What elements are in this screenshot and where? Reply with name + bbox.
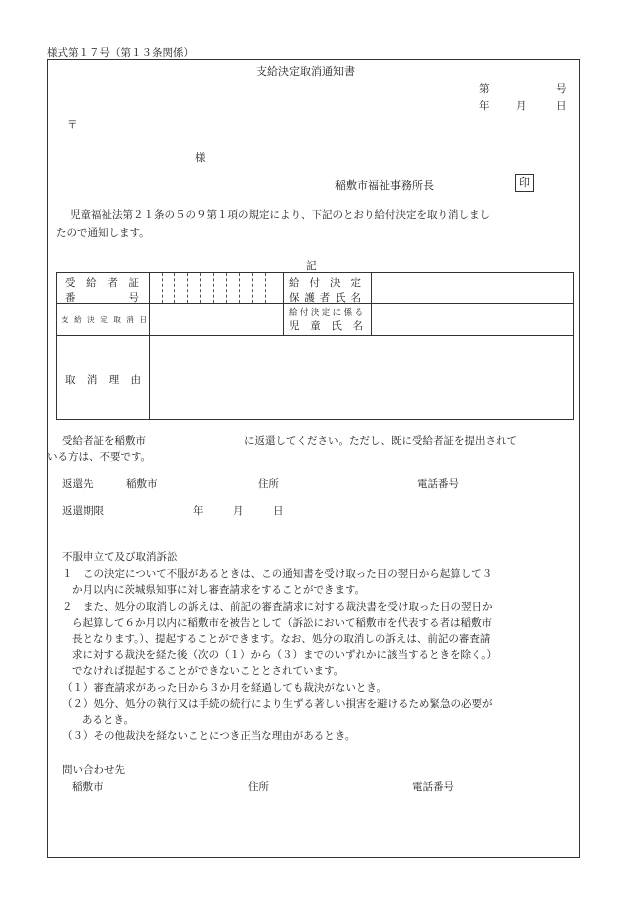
reason-label [65,372,141,387]
appeal-item1-line2: か月以内に茨城県知事に対し審査請求をすることができます。 [72,584,366,596]
body-line-2: たので通知します。 [56,227,150,239]
return-to-city: 稲敷市 [126,478,158,490]
appeal-heading: 不服申立て及び取消訴訟 [62,551,178,563]
appeal-item2-line2: ら起算して６か月以内に稲敷市を被告として（訴訟において稲敷市を代表する者は稲敷市 [72,617,492,629]
detail-table [56,272,574,420]
return-line1-part2: に返還してください。ただし、既に受給者証を提出されて [244,435,517,447]
deadline-label: 返還期限 [62,505,104,517]
table-row-divider [57,335,573,336]
child-label-line2: 児 童 氏 名 [289,320,363,332]
postal-mark: 〒 [67,119,78,131]
child-label-line1: 給付決定に係る [289,308,363,318]
contact-phone-label: 電話番号 [412,781,454,793]
child-name-label [289,306,363,333]
appeal-sub1: （１）審査請求があった日から３か月を経過しても裁決がないとき。 [62,682,387,694]
date-year-label: 年 [479,100,490,112]
guardian-label-line2: 保護者氏名 [289,292,361,304]
number-prefix: 第 [479,83,490,95]
deadline-day: 日 [273,505,284,517]
contact-address-label: 住所 [248,781,269,793]
number-suffix: 号 [556,83,567,95]
cancel-date-label [61,314,147,325]
table-column-divider [149,273,150,419]
digit-divider [213,273,214,303]
seal-box: 印 [515,174,534,192]
appeal-item2-line4: 求に対する裁決を経た後（次の（１）から（３）までのいずれかに該当するときを除く。） [72,649,498,661]
cert-number-label [65,275,139,305]
ki-label: 記 [306,260,317,272]
deadline-year: 年 [193,505,204,517]
guardian-name-label [289,275,361,305]
cert-number-label-line2: 番 号 [65,292,139,304]
guardian-label-line1: 給 付 決 定 [289,277,361,289]
cert-number-label-line1: 受 給 者 証 [65,277,139,289]
appeal-item2-line3: 長となります。）、提起することができます。なお、処分の取消しの訴えは、前記の審査請 [72,633,491,645]
reason-label-text: 取 消 理 由 [65,374,141,386]
return-phone-label: 電話番号 [417,478,459,490]
appeal-item2-line1: ２ また、処分の取消しの訴えは、前記の審査請求に対する裁決書を受け取った日の翌日か [62,601,493,613]
body-line-1: 児童福祉法第２１条の５の９第１項の規定により、下記のとおり給付決定を取り消しまし [70,209,490,221]
table-column-divider [371,273,372,335]
digit-divider [200,273,201,303]
appeal-item1-line1: １ この決定について不服があるときは、この通知書を受け取った日の翌日から起算して３ [62,568,493,580]
deadline-month: 月 [233,505,244,517]
cancel-date-label-text: 支給決定取消日 [61,315,147,324]
form-label: 様式第１７号（第１３条関係） [47,47,194,59]
digit-divider [265,273,266,303]
digit-divider [187,273,188,303]
appeal-item2-line5: でなければ提起することができないこととされています。 [72,665,345,677]
date-month-label: 月 [516,100,527,112]
document-title: 支給決定取消通知書 [256,65,355,78]
contact-city: 稲敷市 [72,781,104,793]
contact-heading: 問い合わせ先 [62,764,125,776]
appeal-sub3: （３）その他裁決を経ないことにつき正当な理由があるとき。 [62,730,356,742]
return-to-label: 返還先 [62,478,94,490]
issuer-name: 稲敷市福祉事務所長 [335,179,434,192]
digit-divider [162,273,163,303]
table-column-divider [283,273,284,335]
return-address-label: 住所 [258,478,279,490]
digit-divider [252,273,253,303]
digit-divider [239,273,240,303]
digit-divider [174,273,175,303]
return-line2: いる方は、不要です。 [47,451,152,463]
date-day-label: 日 [556,100,567,112]
appeal-sub2-line1: （２）処分、処分の執行又は手続の続行により生ずる著しい損害を避けるため緊急の必要が [62,698,493,710]
return-line1-part1: 受給者証を稲敷市 [62,435,146,447]
appeal-sub2-line2: あるとき。 [82,714,135,726]
recipient-honorific: 様 [195,152,206,164]
digit-divider [226,273,227,303]
